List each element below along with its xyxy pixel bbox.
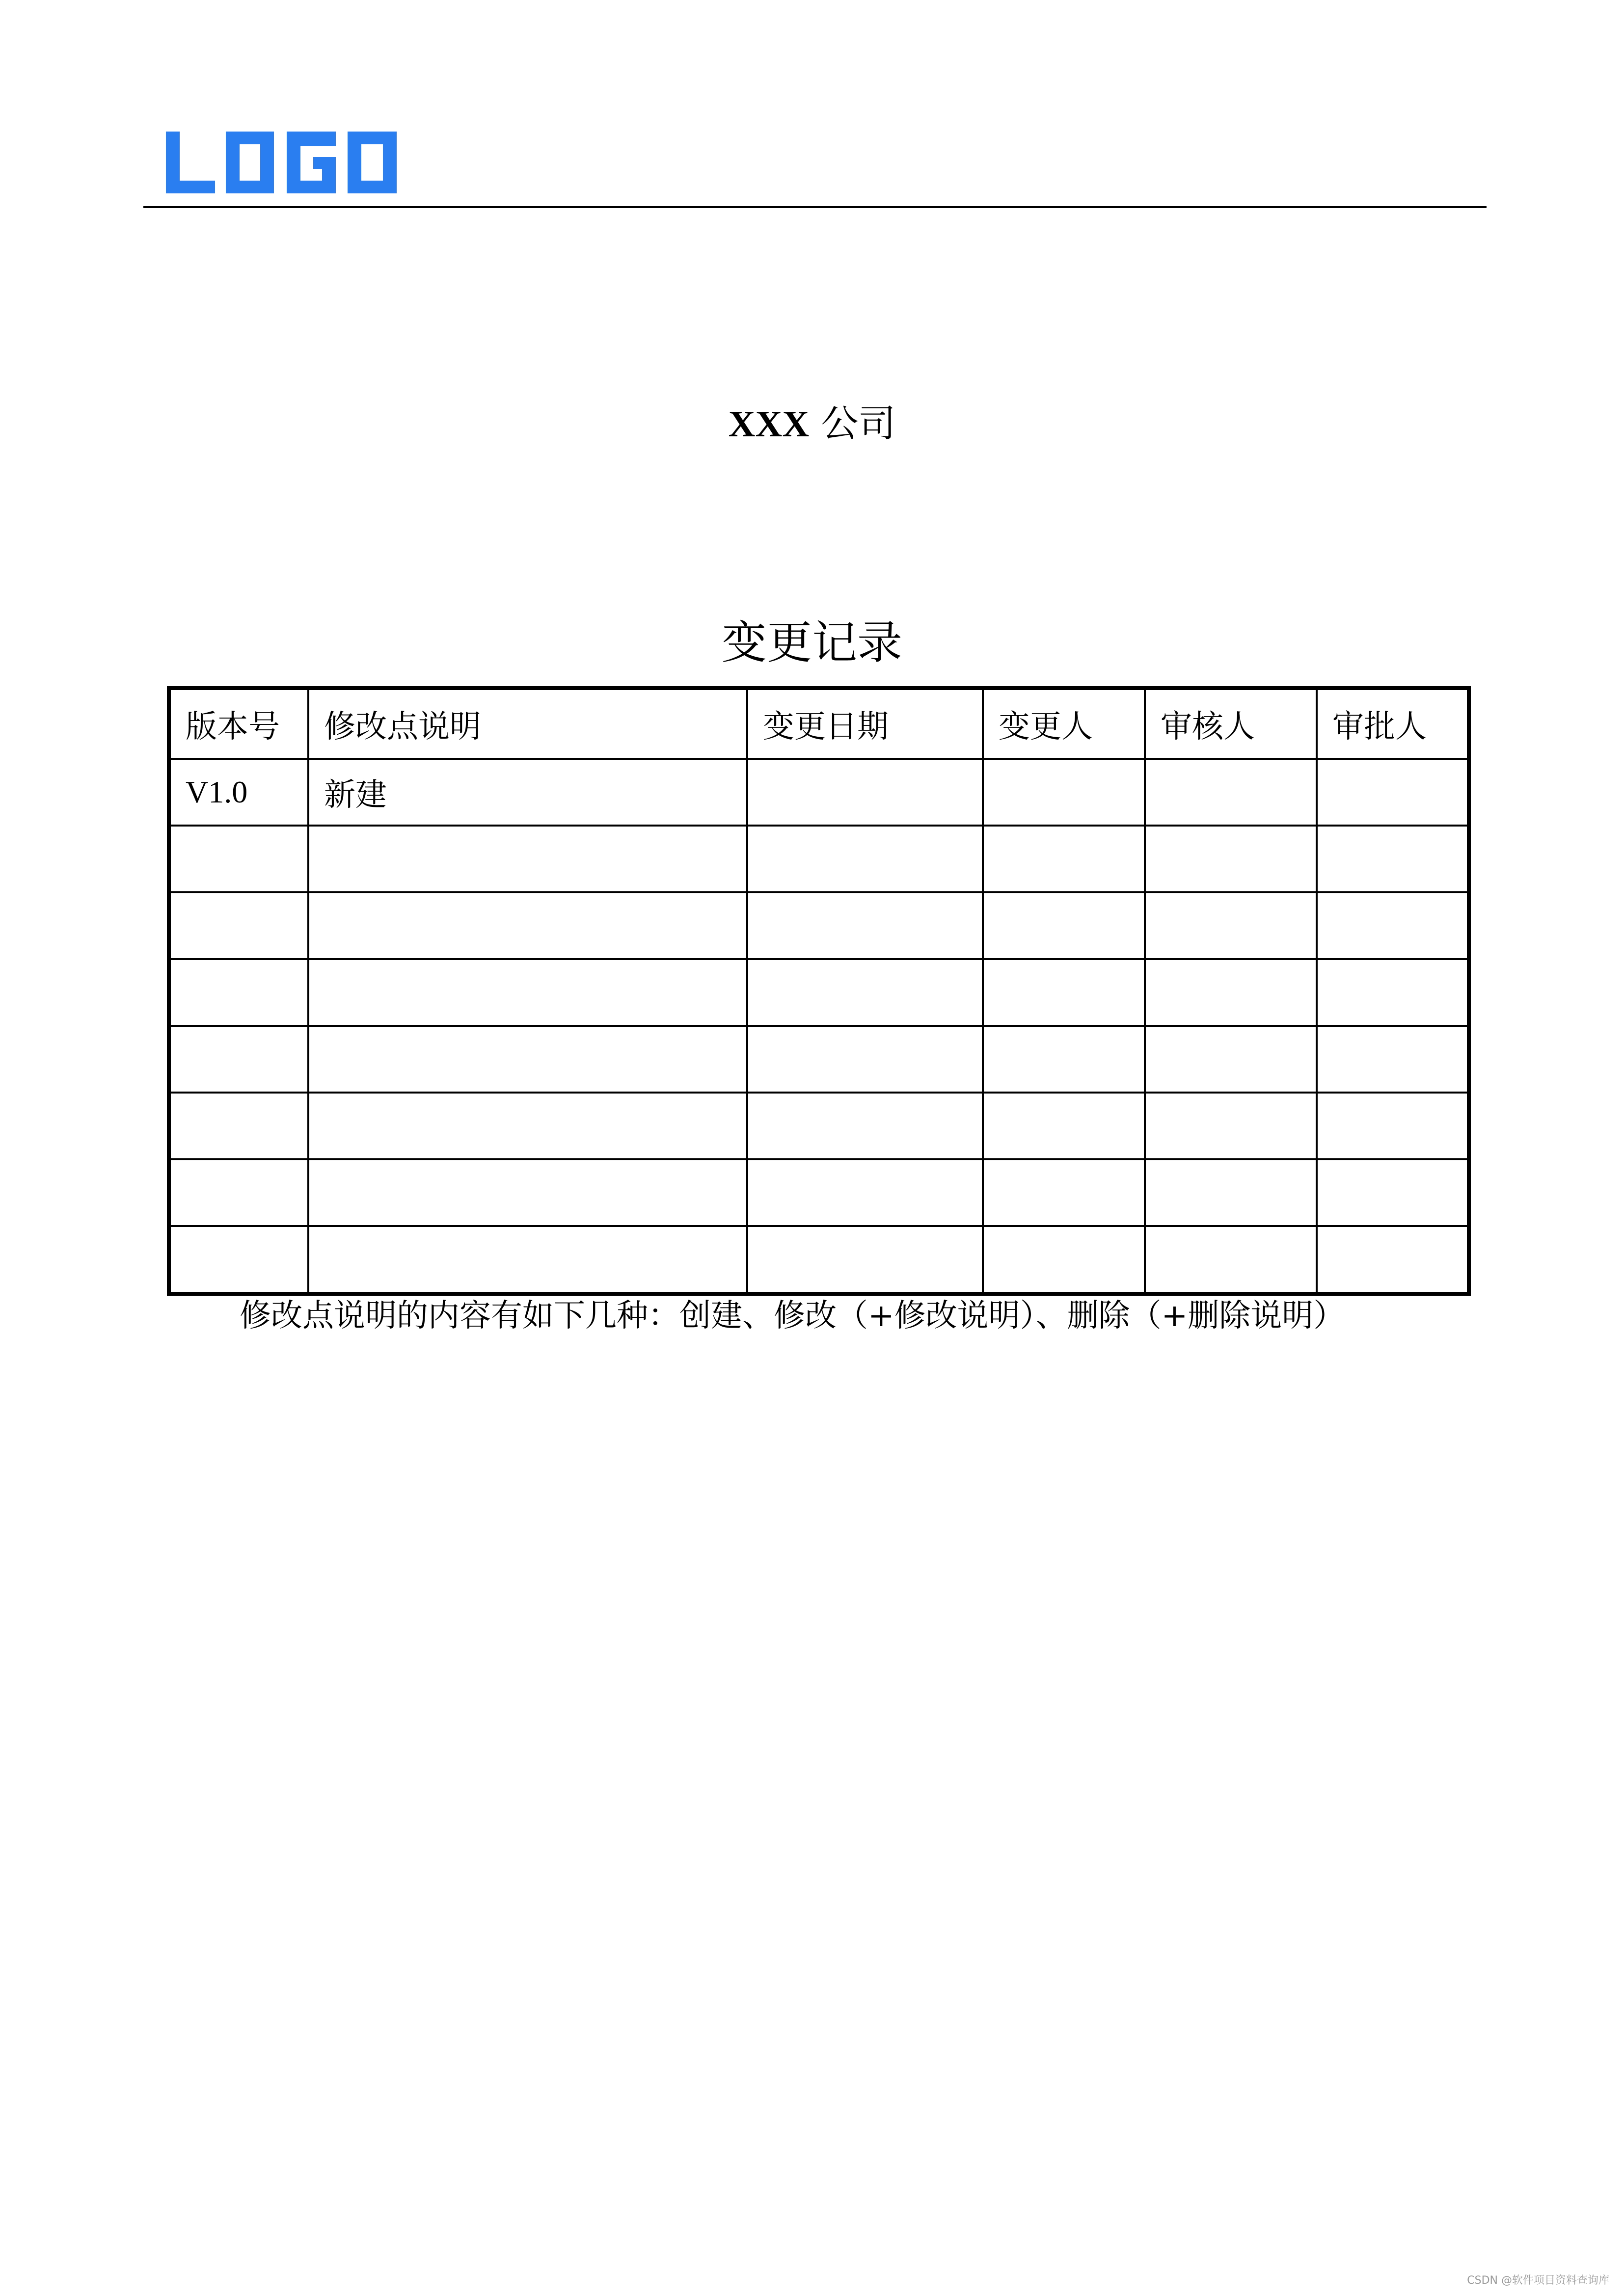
table-cell [1317, 959, 1469, 1026]
table-cell [308, 826, 747, 892]
header-divider [143, 206, 1487, 208]
header-reviewer: 审核人 [1145, 688, 1317, 759]
table-cell [308, 1093, 747, 1159]
table-cell [1317, 759, 1469, 826]
table-cell [1317, 892, 1469, 959]
table-cell: 新建 [308, 759, 747, 826]
table-row [169, 759, 1469, 826]
table-cell [1317, 1093, 1469, 1159]
table-cell [1145, 1026, 1317, 1093]
table-cell [1317, 826, 1469, 892]
table-cell [308, 1026, 747, 1093]
watermark: CSDN @软件项目资料查询库 [1467, 2274, 1609, 2287]
table-cell [1317, 1159, 1469, 1226]
table-cell [1145, 1159, 1317, 1226]
company-name [0, 397, 1624, 451]
table-cell [747, 959, 983, 1026]
table-cell [747, 1026, 983, 1093]
page-title: 变更记录 [721, 616, 902, 669]
table-cell [169, 1093, 308, 1159]
table-cell [169, 1159, 308, 1226]
table-cell [1145, 826, 1317, 892]
table-cell [983, 892, 1145, 959]
table-cell [983, 1026, 1145, 1093]
table-cell [983, 1159, 1145, 1226]
table-row [169, 892, 1469, 959]
header-change-description: 修改点说明 [308, 688, 747, 759]
company-name-cjk: 公司 [821, 401, 896, 445]
header-changed-by: 变更人 [983, 688, 1145, 759]
table-footnote: 修改点说明的内容有如下几种：创建、修改（+修改说明）、删除（+删除说明） [240, 1298, 1345, 1334]
table-cell [308, 1226, 747, 1294]
change-record-table [167, 686, 1471, 1296]
table-cell [983, 826, 1145, 892]
table-cell [1145, 1226, 1317, 1294]
company-name-latin: XXX [728, 403, 810, 445]
table-cell [747, 1159, 983, 1226]
table-cell [747, 826, 983, 892]
table-cell [983, 1093, 1145, 1159]
table-cell [747, 1093, 983, 1159]
company-logo [166, 132, 397, 193]
table-cell [169, 959, 308, 1026]
table-cell [1317, 1026, 1469, 1093]
header-approver: 审批人 [1317, 688, 1469, 759]
table-cell [1145, 759, 1317, 826]
table-cell [1317, 1226, 1469, 1294]
header-version: 版本号 [169, 688, 308, 759]
table-row [169, 1093, 1469, 1159]
table-cell [308, 1159, 747, 1226]
table-cell [308, 959, 747, 1026]
table-cell [983, 959, 1145, 1026]
header-change-date: 变更日期 [747, 688, 983, 759]
table-cell [308, 892, 747, 959]
table-cell [1145, 1093, 1317, 1159]
table-cell [169, 826, 308, 892]
table-cell [1145, 959, 1317, 1026]
table-cell [169, 1026, 308, 1093]
table-header-row [169, 688, 1469, 759]
table-row [169, 826, 1469, 892]
table-row [169, 1226, 1469, 1294]
table-cell [747, 759, 983, 826]
table-cell [1145, 892, 1317, 959]
table-cell [983, 759, 1145, 826]
table-cell: V1.0 [169, 759, 308, 826]
table-row [169, 1159, 1469, 1226]
table-cell [983, 1226, 1145, 1294]
table-cell [169, 892, 308, 959]
table-row [169, 959, 1469, 1026]
table-cell [747, 1226, 983, 1294]
table-row [169, 1026, 1469, 1093]
table-cell [747, 892, 983, 959]
table-cell [169, 1226, 308, 1294]
